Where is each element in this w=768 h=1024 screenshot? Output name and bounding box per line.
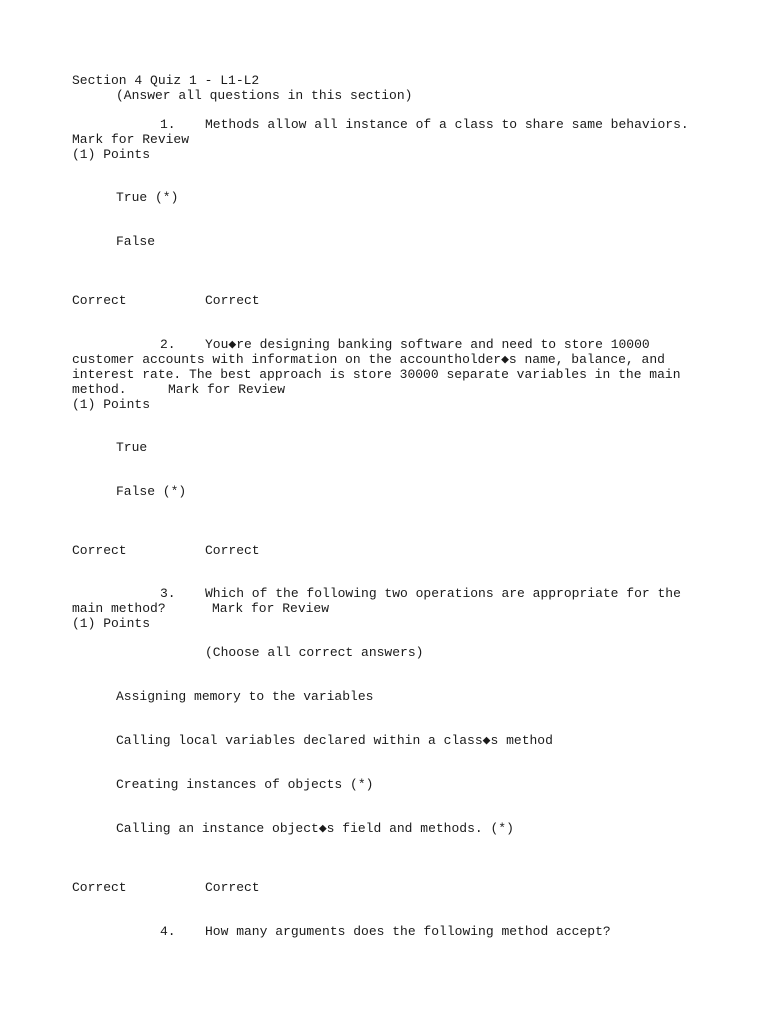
question-number: 1.	[160, 117, 176, 132]
question-number: 3.	[160, 586, 176, 601]
choose-all-note: (Choose all correct answers)	[205, 645, 424, 660]
points-label: (1) Points	[72, 397, 151, 412]
result-label: Correct	[72, 543, 127, 558]
question-text: How many arguments does the following method accept?	[205, 924, 611, 939]
mark-for-review-link[interactable]: Mark for Review	[72, 132, 190, 147]
points-label: (1) Points	[72, 147, 151, 162]
quiz-title: Section 4 Quiz 1 - L1-L2	[72, 73, 260, 88]
question-text: You◆re designing banking software and need to store 10000	[205, 337, 650, 352]
question-text: main method?	[72, 601, 166, 616]
result-label: Correct	[72, 880, 127, 895]
result-status: Correct	[205, 293, 260, 308]
result-status: Correct	[205, 880, 260, 895]
answer-option[interactable]: False	[116, 234, 156, 249]
answer-option[interactable]: Calling an instance object◆s field and methods. (*)	[116, 821, 514, 836]
answer-option[interactable]: True	[116, 440, 148, 455]
question-text: interest rate. The best approach is store 30000 separate variables in the main	[72, 367, 681, 382]
mark-for-review-link[interactable]: Mark for Review	[212, 601, 330, 616]
question-number: 4.	[160, 924, 176, 939]
answer-option[interactable]: True (*)	[116, 190, 179, 205]
answer-option[interactable]: Calling local variables declared within a class◆s method	[116, 733, 553, 748]
quiz-instruction: (Answer all questions in this section)	[116, 88, 413, 103]
question-text: customer accounts with information on the accountholder◆s name, balance, and	[72, 352, 665, 367]
mark-for-review-link[interactable]: Mark for Review	[168, 382, 286, 397]
result-label: Correct	[72, 293, 127, 308]
answer-option[interactable]: Assigning memory to the variables	[116, 689, 374, 704]
points-label: (1) Points	[72, 616, 151, 631]
question-text: Which of the following two operations are appropriate for the	[205, 586, 681, 601]
question-number: 2.	[160, 337, 176, 352]
question-text: Methods allow all instance of a class to share same behaviors.	[205, 117, 689, 132]
answer-option[interactable]: Creating instances of objects (*)	[116, 777, 374, 792]
answer-option[interactable]: False (*)	[116, 484, 187, 499]
result-status: Correct	[205, 543, 260, 558]
question-text: method.	[72, 382, 127, 397]
